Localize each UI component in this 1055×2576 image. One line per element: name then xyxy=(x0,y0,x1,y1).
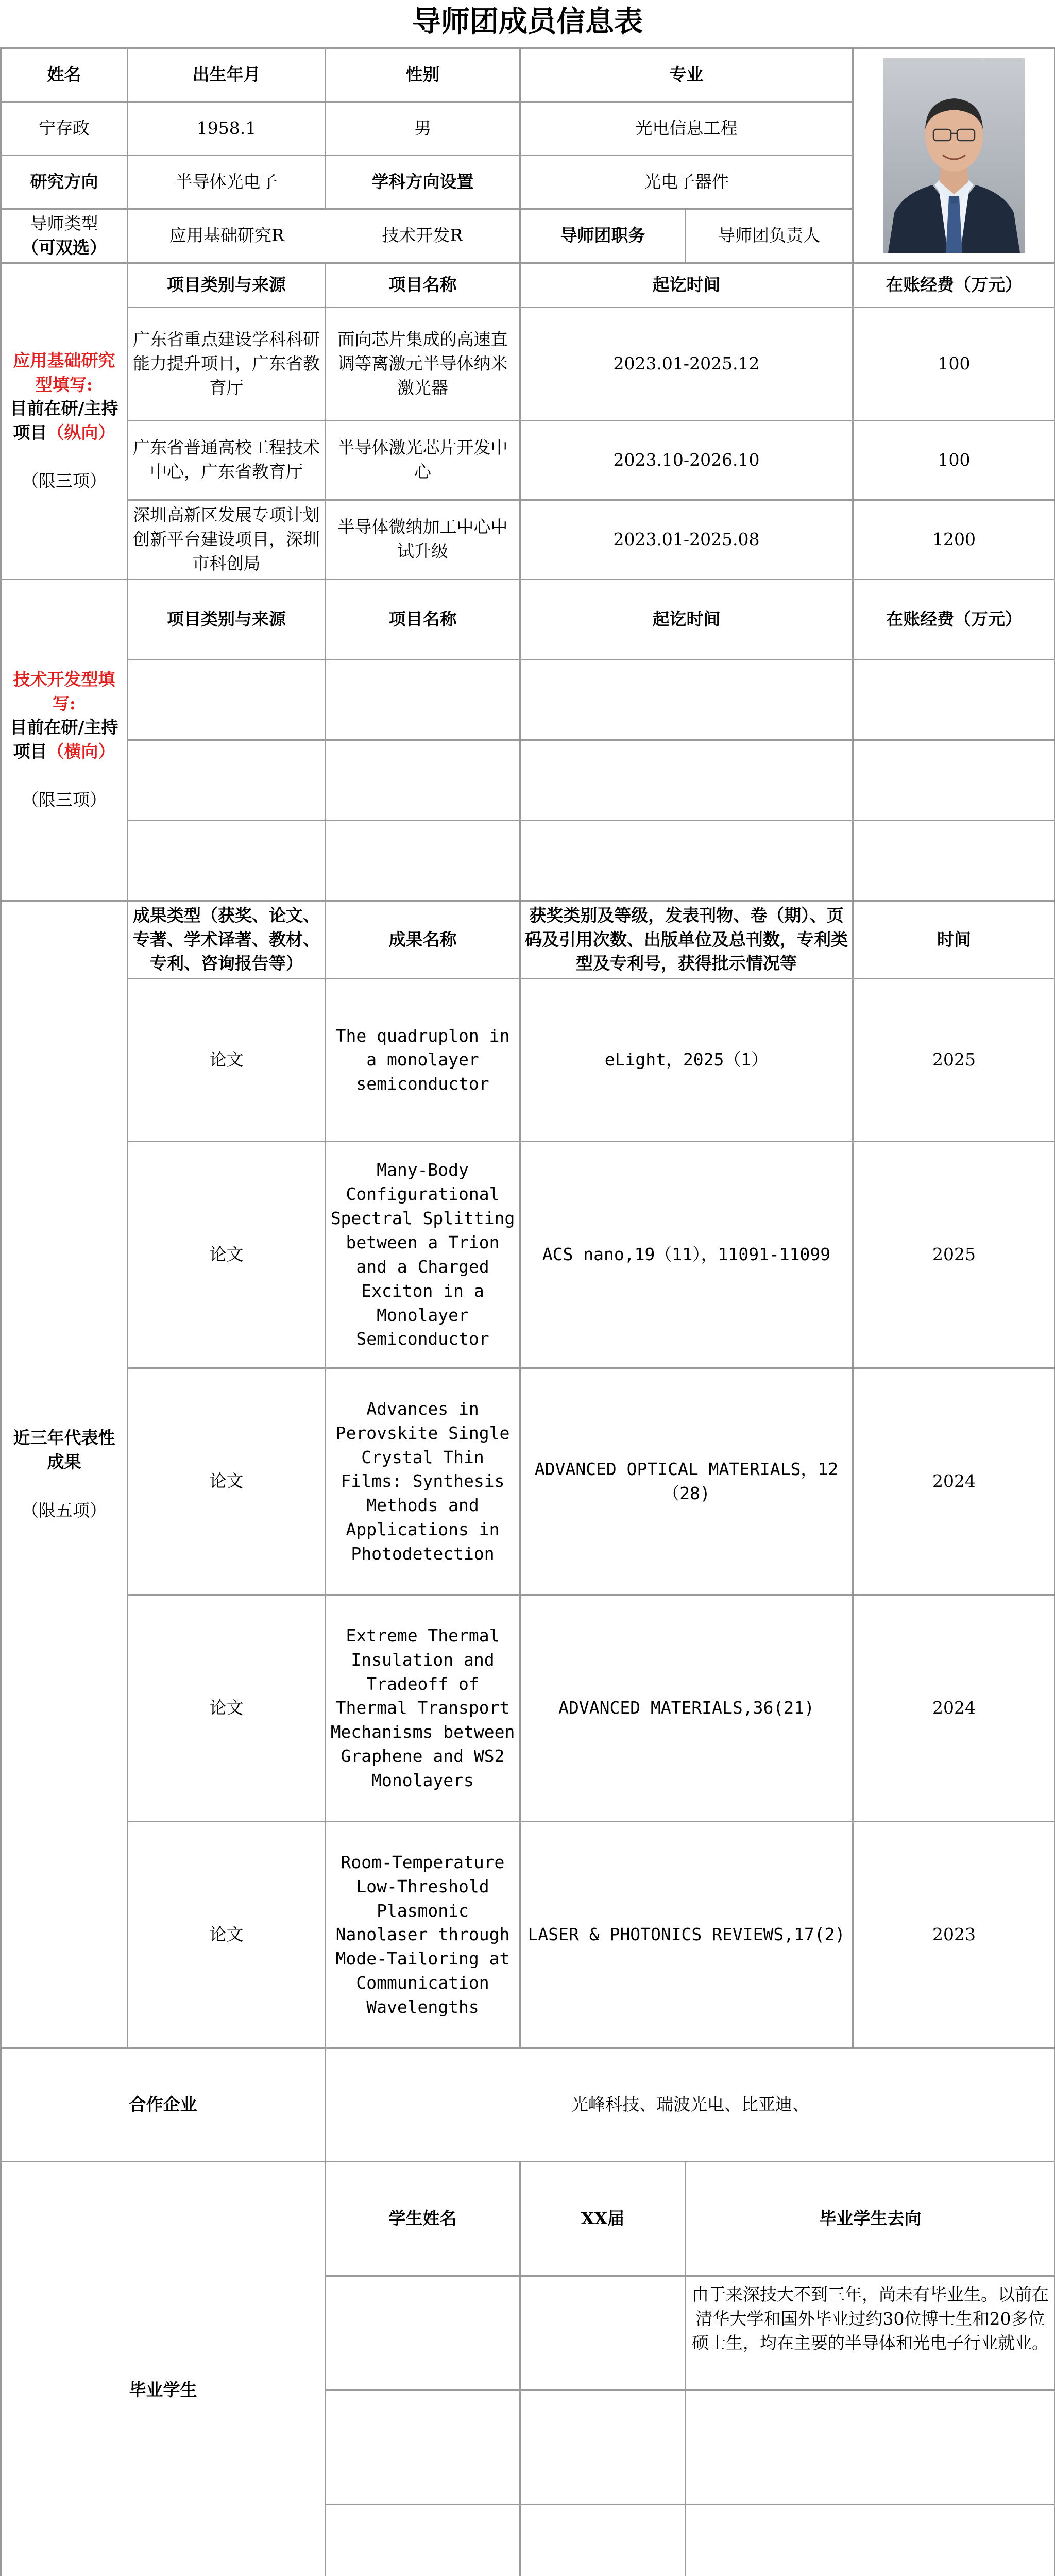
applied-header-name: 项目名称 xyxy=(326,263,520,307)
research-label: 研究方向 xyxy=(1,156,128,209)
graduates-header-destination: 毕业学生去向 xyxy=(686,2162,1055,2276)
graduates-label: 毕业学生 xyxy=(1,2162,326,2576)
achievement-type: 论文 xyxy=(128,1142,326,1368)
achievements-limit: （限五项） xyxy=(22,1500,107,1520)
gender-value: 男 xyxy=(326,102,520,156)
tech-header-name: 项目名称 xyxy=(326,579,520,659)
tech-empty-cell xyxy=(326,820,520,901)
achievement-title: Advances in Perovskite Single Crystal Thin Films: Synthesis Methods and Applications in Photodetection xyxy=(326,1368,520,1595)
gender-label: 性别 xyxy=(326,48,520,102)
achievements-header-venue: 获奖类别及等级，发表刊物、卷（期）、页码及引用次数、出版单位及总刊数，专利类型及专利号，获得批示情况等 xyxy=(520,901,853,979)
major-value: 光电信息工程 xyxy=(520,102,853,156)
achievement-venue: eLight，2025（1） xyxy=(520,979,853,1142)
achievement-venue: ADVANCED MATERIALS,36(21) xyxy=(520,1595,853,1822)
tech-empty-cell xyxy=(853,659,1055,740)
applied-row-source: 深圳高新区发展专项计划创新平台建设项目，深圳市科创局 xyxy=(128,500,326,579)
graduates-note: 由于来深技大不到三年，尚未有毕业生。以前在清华大学和国外毕业过约30位博士生和20多位硕士生，均在主要的半导体和光电子行业就业。 xyxy=(686,2276,1055,2391)
applied-section-label xyxy=(1,263,128,579)
graduate-destination-cell xyxy=(686,2505,1055,2576)
applied-row-fund: 1200 xyxy=(853,500,1055,579)
tech-label-type: 技术开发型填写: xyxy=(13,669,115,714)
achievement-title: Many-Body Configurational Spectral Splitting between a Trion and a Charged Exciton in a Monolayer Semiconductor xyxy=(326,1142,520,1368)
applied-row-period: 2023.01-2025.12 xyxy=(520,307,853,420)
graduate-class-cell xyxy=(520,2276,686,2391)
achievements-header-title: 成果名称 xyxy=(326,901,520,979)
portrait-cell xyxy=(853,48,1055,263)
graduate-name-cell xyxy=(326,2276,520,2391)
tech-section-label xyxy=(1,579,128,901)
achievement-venue: ADVANCED OPTICAL MATERIALS，12（28) xyxy=(520,1368,853,1595)
partners-label: 合作企业 xyxy=(1,2048,326,2162)
role-label: 导师团职务 xyxy=(520,209,686,263)
achievement-type: 论文 xyxy=(128,1595,326,1822)
achievement-title: Extreme Thermal Insulation and Tradeoff of Thermal Transport Mechanisms between Graphene and WS2 Monolayers xyxy=(326,1595,520,1822)
applied-row-period: 2023.10-2026.10 xyxy=(520,420,853,500)
tech-empty-cell xyxy=(853,820,1055,901)
tech-header-period: 起讫时间 xyxy=(520,579,853,659)
achievement-venue: LASER & PHOTONICS REVIEWS,17(2) xyxy=(520,1822,853,2048)
page-title: 导师团成员信息表 xyxy=(412,5,643,39)
achievements-header-type: 成果类型（获奖、论文、专著、学术译著、教材、专利、咨询报告等） xyxy=(128,901,326,979)
name-value: 宁存政 xyxy=(1,102,128,156)
applied-row-period: 2023.01-2025.08 xyxy=(520,500,853,579)
mentor-type-note: （可双选） xyxy=(22,237,107,258)
tech-empty-cell xyxy=(326,659,520,740)
discipline-value: 光电子器件 xyxy=(520,156,853,209)
graduate-class-cell xyxy=(520,2505,686,2576)
partners-value: 光峰科技、瑞波光电、比亚迪、 xyxy=(326,2048,1055,2162)
mentor-type-option-applied: 应用基础研究R xyxy=(128,209,326,263)
achievement-year: 2023 xyxy=(853,1822,1055,2048)
achievement-type: 论文 xyxy=(128,1822,326,2048)
applied-row-fund: 100 xyxy=(853,307,1055,420)
achievement-type: 论文 xyxy=(128,979,326,1142)
tech-label-projects: 目前在研/主持项目 xyxy=(10,717,118,762)
applied-label-direction: （纵向） xyxy=(47,422,115,443)
tech-empty-cell xyxy=(853,740,1055,820)
achievement-year: 2024 xyxy=(853,1368,1055,1595)
applied-row-source: 广东省普通高校工程技术中心，广东省教育厅 xyxy=(128,420,326,500)
applied-label-projects: 目前在研/主持项目 xyxy=(10,398,118,443)
achievements-section-label xyxy=(1,901,128,2048)
mentor-type-label-cell xyxy=(1,209,128,263)
graduates-header-name: 学生姓名 xyxy=(326,2162,520,2276)
applied-label-type: 应用基础研究型填写: xyxy=(13,350,115,395)
member-info-table xyxy=(0,47,1055,2576)
achievements-label: 近三年代表性成果 xyxy=(13,1428,115,1472)
discipline-label: 学科方向设置 xyxy=(326,156,520,209)
birth-label: 出生年月 xyxy=(128,48,326,102)
applied-row-fund: 100 xyxy=(853,420,1055,500)
achievement-year: 2024 xyxy=(853,1595,1055,1822)
graduate-destination-cell xyxy=(686,2391,1055,2505)
name-label: 姓名 xyxy=(1,48,128,102)
applied-row-name: 半导体微纳加工中心中试升级 xyxy=(326,500,520,579)
graduate-class-cell xyxy=(520,2391,686,2505)
applied-header-fund: 在账经费（万元） xyxy=(853,263,1055,307)
mentor-type-option-tech: 技术开发R xyxy=(326,209,520,263)
achievement-title: Room-Temperature Low-Threshold Plasmonic Nanolaser through Mode-Tailoring at Communication Wavelengths xyxy=(326,1822,520,2048)
graduate-name-cell xyxy=(326,2391,520,2505)
graduates-header-class: XX届 xyxy=(520,2162,686,2276)
applied-label-limit: （限三项） xyxy=(22,470,107,491)
achievement-year: 2025 xyxy=(853,1142,1055,1368)
tech-empty-cell xyxy=(520,659,853,740)
tech-header-fund: 在账经费（万元） xyxy=(853,579,1055,659)
research-value: 半导体光电子 xyxy=(128,156,326,209)
achievement-type: 论文 xyxy=(128,1368,326,1595)
portrait-photo xyxy=(883,58,1025,253)
major-label: 专业 xyxy=(520,48,853,102)
mentor-type-label: 导师类型 xyxy=(30,213,98,233)
tech-empty-cell xyxy=(128,659,326,740)
applied-header-period: 起讫时间 xyxy=(520,263,853,307)
tech-empty-cell xyxy=(128,820,326,901)
achievement-year: 2025 xyxy=(853,979,1055,1142)
achievement-title: The quadruplon in a monolayer semiconductor xyxy=(326,979,520,1142)
role-value: 导师团负责人 xyxy=(686,209,853,263)
applied-row-source: 广东省重点建设学科科研能力提升项目，广东省教育厅 xyxy=(128,307,326,420)
tech-empty-cell xyxy=(520,740,853,820)
tech-label-direction: （横向） xyxy=(47,741,115,762)
tech-empty-cell xyxy=(520,820,853,901)
tech-header-source: 项目类别与来源 xyxy=(128,579,326,659)
tech-empty-cell xyxy=(128,740,326,820)
applied-header-source: 项目类别与来源 xyxy=(128,263,326,307)
tech-empty-cell xyxy=(326,740,520,820)
achievements-header-year: 时间 xyxy=(853,901,1055,979)
birth-value: 1958.1 xyxy=(128,102,326,156)
achievement-venue: ACS nano,19（11），11091-11099 xyxy=(520,1142,853,1368)
applied-row-name: 面向芯片集成的高速直调等离激元半导体纳米激光器 xyxy=(326,307,520,420)
tech-label-limit: （限三项） xyxy=(22,789,107,810)
applied-row-name: 半导体激光芯片开发中心 xyxy=(326,420,520,500)
graduate-name-cell xyxy=(326,2505,520,2576)
